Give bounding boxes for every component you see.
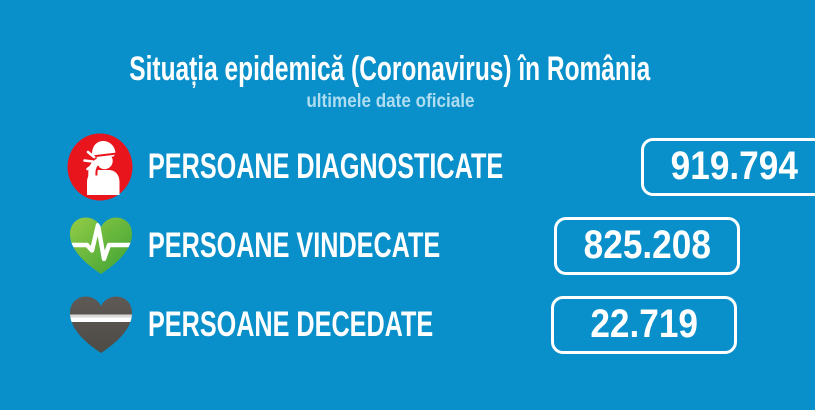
page-title: [0, 50, 780, 88]
stat-label-diagnosticate: PERSOANE DIAGNOSTICATE: [148, 146, 504, 186]
stat-value-box-decedate: [551, 296, 737, 354]
stat-value-box-vindecate: [554, 217, 740, 275]
stat-row-vindecate: [66, 206, 737, 285]
stat-row-decedate: [66, 285, 737, 364]
stat-value-box-diagnosticate: [641, 138, 815, 196]
stat-value-diagnosticate: 919.794: [670, 143, 798, 188]
stat-label-vindecate: PERSOANE VINDECATE: [148, 225, 441, 265]
stat-row-diagnosticate: [66, 127, 798, 206]
stats-list: [66, 127, 798, 364]
stat-value-decedate: 22.719: [590, 301, 698, 346]
mourning-heart-icon: [66, 293, 136, 357]
heart-pulse-icon: [66, 214, 136, 278]
stat-label-decedate: PERSOANE DECEDATE: [148, 304, 434, 344]
coughing-person-icon: [66, 133, 136, 201]
stat-value-vindecate: 825.208: [583, 222, 711, 267]
page-subtitle: [0, 90, 780, 113]
page-subtitle-text: ultimele date oficiale: [305, 91, 475, 112]
page-title-text: Situația epidemică (Coronavirus) în România: [129, 50, 651, 88]
